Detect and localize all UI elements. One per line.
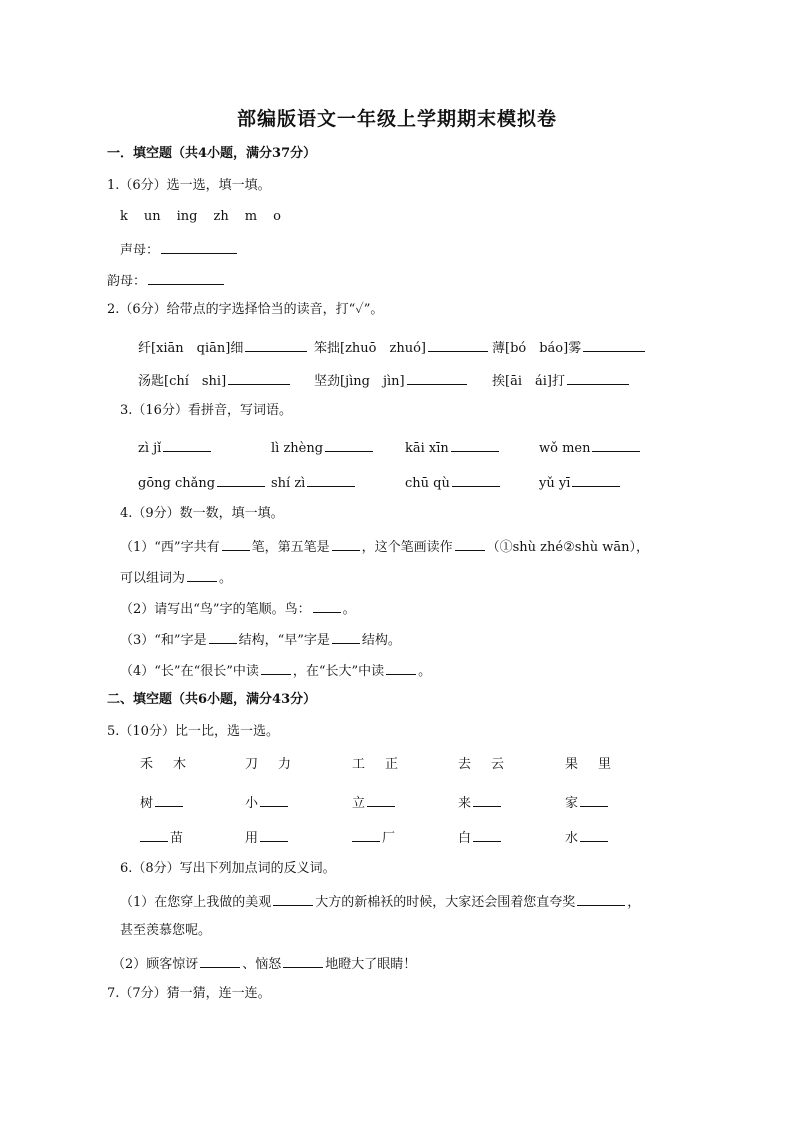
q5-blank[interactable] (580, 792, 608, 807)
q5-char: 水 (565, 831, 579, 846)
q4-text: （①shù zhé②shù wān）， (486, 540, 650, 555)
q4-text: 。 (418, 664, 432, 679)
q3-pinyin: zì jǐ (138, 441, 162, 456)
letter-item: o (273, 209, 281, 224)
q5-prompt: 5.（10分）比一比，选一选。 (107, 724, 279, 739)
q3-prompt: 3.（16分）看拼音，写词语。 (120, 403, 292, 418)
q6-blank[interactable] (283, 953, 323, 968)
q6-text: 、恼怒 (242, 957, 282, 972)
q2-item (492, 370, 631, 391)
q4-blank[interactable] (209, 629, 237, 644)
q3-item (271, 472, 357, 493)
q5-char: 用 (245, 831, 259, 846)
letter-item: zh (213, 209, 229, 224)
q4-text: （2）请写出“鸟”字的笔顺。鸟： (120, 602, 311, 617)
q3-item (539, 437, 642, 458)
q4-blank[interactable] (313, 598, 341, 613)
q5-char: 家 (565, 796, 579, 811)
q3-blank[interactable] (451, 437, 499, 452)
q6-part2 (112, 953, 416, 974)
q4-prompt: 4.（9分）数一数，填一填。 (120, 506, 284, 521)
q5-item (352, 792, 397, 813)
q4-text: ，在“长大”中读 (292, 664, 385, 679)
q5-blank[interactable] (580, 827, 608, 842)
q5-char: 刀 (245, 757, 259, 772)
q2-item-text: 挨[āi ái]打 (492, 374, 565, 389)
q5-blank[interactable] (473, 792, 501, 807)
q3-item (405, 472, 502, 493)
q3-pinyin: lì zhèng (271, 441, 324, 456)
q5-blank[interactable] (352, 827, 380, 842)
q5-pair (565, 756, 611, 774)
q5-blank[interactable] (140, 827, 168, 842)
q5-pair (245, 756, 291, 774)
q5-char: 小 (245, 796, 259, 811)
q4-text: 可以组词为 (120, 571, 186, 586)
q5-char: 云 (491, 757, 505, 772)
q3-pinyin: chū qù (405, 476, 450, 491)
q4-blank[interactable] (222, 536, 250, 551)
q3-blank[interactable] (572, 472, 620, 487)
q3-item (138, 437, 213, 458)
q6-blank[interactable] (273, 891, 313, 906)
page-title: 部编版语文一年级上学期期末模拟卷 (236, 108, 557, 130)
yunmu-label: 韵母： (107, 274, 147, 289)
q6-blank[interactable] (577, 891, 625, 906)
q5-char: 禾 (140, 757, 154, 772)
q5-item (245, 792, 290, 813)
q5-item (245, 827, 290, 848)
q6-text: ， (627, 895, 641, 910)
q2-item-text: 汤匙[chí shi] (138, 374, 227, 389)
q3-blank[interactable] (325, 437, 373, 452)
q3-pinyin: shí zì (271, 476, 306, 491)
q4-text: （3）“和”字是 (120, 633, 207, 648)
q5-pair (352, 756, 398, 774)
q2-prompt: 2.（6分）给带点的字选择恰当的读音，打“✓”。 (107, 302, 384, 317)
q4-text: （1）“西”字共有 (120, 540, 220, 555)
section-1-heading: 一．填空题（共4小题，满分37分） (107, 146, 317, 161)
q5-item (458, 792, 503, 813)
shengmu-blank[interactable] (161, 239, 237, 254)
q5-item (140, 792, 185, 813)
q4-blank[interactable] (187, 567, 217, 582)
q5-char: 去 (458, 757, 472, 772)
letter-item: un (143, 209, 161, 224)
q6-prompt: 6.（8分）写出下列加点词的反义词。 (120, 861, 336, 876)
q3-pinyin: yǔ yī (539, 476, 571, 491)
q3-item (138, 472, 267, 493)
q2-item (314, 337, 490, 358)
section-2-heading: 二、填空题（共6小题，满分43分） (107, 692, 317, 707)
q3-item (539, 472, 622, 493)
q1-letters (120, 208, 297, 226)
q5-char: 果 (565, 757, 579, 772)
q3-item (271, 437, 375, 458)
q5-char: 立 (352, 796, 366, 811)
q6-part1-cont: 甚至羡慕您呢。 (120, 923, 212, 938)
q4-blank[interactable] (386, 660, 416, 675)
q3-blank[interactable] (163, 437, 211, 452)
q2-blank[interactable] (567, 370, 629, 385)
q5-item (565, 827, 610, 848)
q5-char: 树 (140, 796, 154, 811)
q5-pair (458, 756, 504, 774)
q4-text: 结构，“早”字是 (238, 633, 330, 648)
q5-char: 力 (278, 757, 292, 772)
q4-blank[interactable] (332, 536, 360, 551)
q2-item-text: 薄[bó báo]雾 (492, 341, 582, 356)
q2-item (492, 337, 647, 358)
q1-shengmu-row (120, 239, 239, 260)
q2-blank[interactable] (583, 337, 645, 352)
q5-item (350, 827, 395, 848)
q5-blank[interactable] (260, 827, 288, 842)
q4-blank[interactable] (455, 536, 485, 551)
q4-text: 。 (342, 602, 356, 617)
q6-text: 大方的新棉袄的时候，大家还会围着您直夸奖 (315, 895, 576, 910)
q5-char: 来 (458, 796, 472, 811)
q3-blank[interactable] (592, 437, 640, 452)
q5-char: 白 (458, 831, 472, 846)
q5-blank[interactable] (155, 792, 183, 807)
q3-pinyin: kāi xīn (405, 441, 449, 456)
q5-char: 里 (598, 757, 612, 772)
q5-item (138, 827, 183, 848)
q5-blank[interactable] (260, 792, 288, 807)
q2-blank[interactable] (228, 370, 290, 385)
q5-blank[interactable] (473, 827, 501, 842)
q5-char: 工 (352, 757, 366, 772)
q3-blank[interactable] (217, 472, 265, 487)
q5-char: 木 (173, 757, 187, 772)
q5-pair (140, 756, 186, 774)
q2-item (138, 337, 309, 358)
q4-part3 (120, 629, 401, 650)
q4-text: 结构。 (361, 633, 401, 648)
q2-item (138, 370, 292, 391)
q4-text: 笔，第五笔是 (251, 540, 330, 555)
letter-item: m (244, 209, 258, 224)
q5-char: 苗 (170, 831, 184, 846)
q7-prompt: 7.（7分）猜一猜，连一连。 (107, 986, 271, 1001)
q3-blank[interactable] (452, 472, 500, 487)
q4-blank[interactable] (332, 629, 360, 644)
q6-text: （2）顾客惊讶 (112, 957, 199, 972)
q3-blank[interactable] (307, 472, 355, 487)
q2-item-text: 笨拙[zhuō zhuó] (314, 341, 426, 356)
yunmu-blank[interactable] (148, 270, 224, 285)
q5-blank[interactable] (367, 792, 395, 807)
q1-prompt: 1.（6分）选一选，填一填。 (107, 178, 271, 193)
q4-part4 (120, 660, 431, 681)
q2-blank[interactable] (245, 337, 307, 352)
q4-text: ，这个笔画读作 (361, 540, 453, 555)
q3-pinyin: gōng chǎng (138, 476, 216, 491)
shengmu-label: 声母： (120, 243, 160, 258)
q4-part1-cont (120, 567, 232, 588)
q5-item (565, 792, 610, 813)
letter-item: k (120, 209, 128, 224)
q6-text: （1）在您穿上我做的美观 (120, 895, 272, 910)
q6-part1 (120, 891, 640, 912)
q4-text: 。 (219, 571, 233, 586)
letter-item: ing (176, 209, 198, 224)
q5-item (458, 827, 503, 848)
q4-part1 (120, 536, 649, 557)
q3-item (405, 437, 501, 458)
q2-blank[interactable] (428, 337, 488, 352)
q2-blank[interactable] (407, 370, 467, 385)
q6-blank[interactable] (200, 953, 240, 968)
q3-pinyin: wǒ men (539, 441, 591, 456)
q5-char: 厂 (382, 831, 396, 846)
q2-item-text: 纤[xiān qiān]细 (138, 341, 244, 356)
q2-item-text: 坚劲[jìng jìn] (314, 374, 405, 389)
q1-yunmu-row (107, 270, 226, 291)
q4-part2 (120, 598, 356, 619)
q5-char: 正 (385, 757, 399, 772)
q2-item (314, 370, 469, 391)
q4-text: （4）“长”在“很长”中读 (120, 664, 259, 679)
q6-text: 地瞪大了眼睛！ (325, 957, 417, 972)
q4-blank[interactable] (261, 660, 291, 675)
